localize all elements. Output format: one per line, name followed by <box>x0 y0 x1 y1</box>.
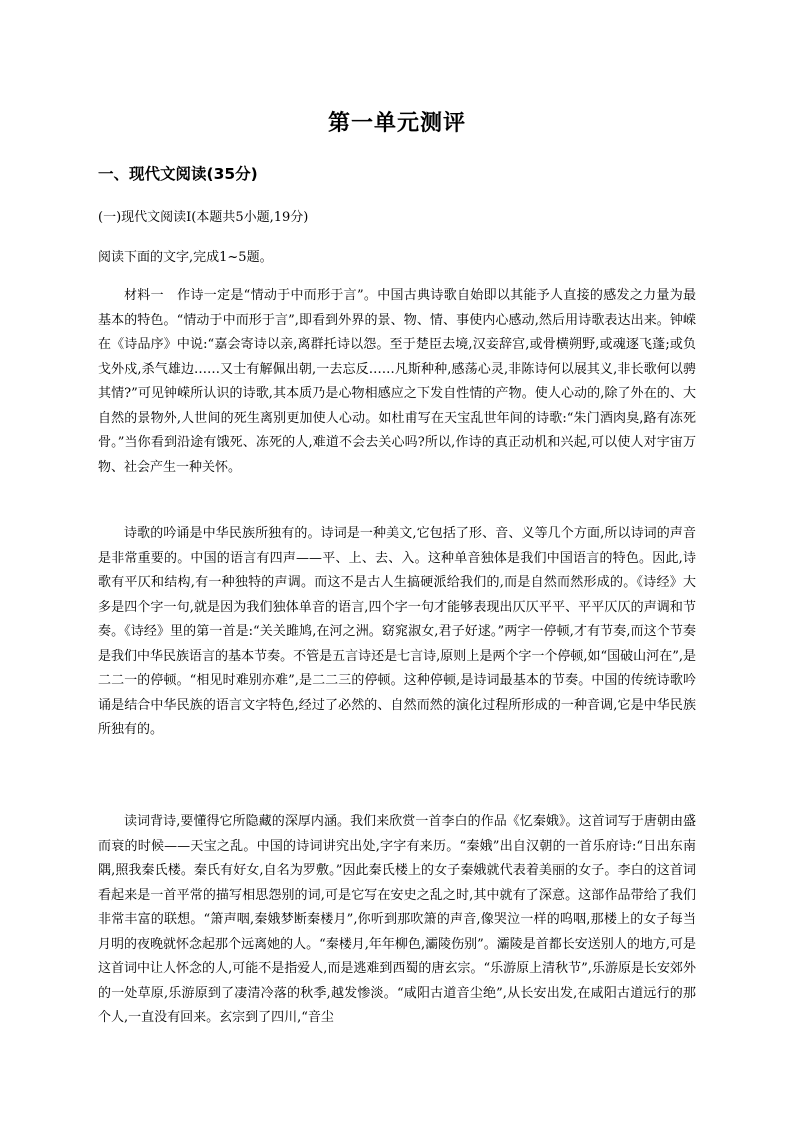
section-heading: 一、现代文阅读(35分) <box>98 165 258 183</box>
instruction-text: 阅读下面的文字,完成1~5题。 <box>98 250 273 265</box>
paragraph-material-one: 材料一 作诗一定是“情动于中而形于言”。中国古典诗歌自始即以其能予人直接的感发之力量为最基本的特色。“情动于中而形于言”,即看到外界的景、物、情、事使内心感动,然后用诗歌表达出来。钟嵘在《诗品序》中说:“嘉会寄诗以亲,离群托诗以怨。至于楚臣去境,汉妾辞宫,或骨横朔野,或魂逐飞蓬;或负戈外戍,杀气雄边……又士有解佩出朝,一去忘反……凡斯种种,感荡心灵,非陈诗何以展其义,非长歌何以骋其情?”可见钟嵘所认识的诗歌,其本质乃是心物相感应之下发自性情的产物。使人心动的,除了外在的、大自然的景物外,人世间的死生离别更加使人心动。如杜甫写在天宝乱世年间的诗歌:“朱门酒肉臭,路有冻死骨。”当你看到沿途有饿死、冻死的人,难道不会去关心吗?所以,作诗的真正动机和兴起,可以使人对宇宙万物、社会产生一种关怀。 <box>98 288 696 475</box>
page-title: 第一单元测评 <box>327 111 466 136</box>
paragraph-reading-poems: 读词背诗,要懂得它所隐藏的深厚内涵。我们来欣赏一首李白的作品《忆秦娥》。这首词写于唐朝由盛而衰的时候——天宝之乱。中国的诗词讲究出处,字字有来历。“秦娥”出自汉朝的一首乐府诗:“日出东南隅,照我秦氏楼。秦氏有好女,自名为罗敷。”因此秦氏楼上的女子秦娥就代表着美丽的女子。李白的这首词看起来是一首平常的描写相思怨别的词,可是它写在安史之乱之时,其中就有了深意。这部作品带给了我们非常丰富的联想。“箫声咽,秦娥梦断秦楼月”,你听到那吹箫的声音,像哭泣一样的呜咽,那楼上的女子每当月明的夜晚就怀念起那个远离她的人。“秦楼月,年年柳色,灞陵伤别”。灞陵是首都长安送别人的地方,可是这首词中让人怀念的人,可能不是指爱人,而是逃难到西蜀的唐玄宗。“乐游原上清秋节”,乐游原是长安郊外的一处草原,乐游原到了凄清冷落的秋季,越发惨淡。“咸阳古道音尘绝”,从长安出发,在咸阳古道远行的那个人,一直没有回来。玄宗到了四川,“音尘 <box>98 814 696 1025</box>
paragraph-poetry-chanting: 诗歌的吟诵是中华民族所独有的。诗词是一种美文,它包括了形、音、义等几个方面,所以诗词的声音是非常重要的。中国的语言有四声——平、上、去、入。这种单音独体是我们中国语言的特色。因此,诗歌有平仄和结构,有一种独特的声调。而这不是古人生搞硬派给我们的,而是自然而然形成的。《诗经》大多是四个字一句,就是因为我们独体单音的语言,四个字一句才能够表现出仄仄平平、平平仄仄的声调和节奏。《诗经》里的第一首是:“关关雎鸠,在河之洲。窈窕淑女,君子好逑。”两字一停顿,才有节奏,而这个节奏是我们中华民族语言的基本节奏。不管是五言诗还是七言诗,原则上是两个字一个停顿,如“国破山河在”,是二二一的停顿。“相见时难别亦难”,是二二三的停顿。这种停顿,是诗词最基本的节奏。中国的传统诗歌吟诵是结合中华民族的语言文字特色,经过了必然的、自然而然的演化过程所形成的一种音调,它是中华民族所独有的。 <box>98 526 696 737</box>
subsection-heading: (一)现代文阅读Ⅰ(本题共5小题,19分) <box>98 210 309 225</box>
